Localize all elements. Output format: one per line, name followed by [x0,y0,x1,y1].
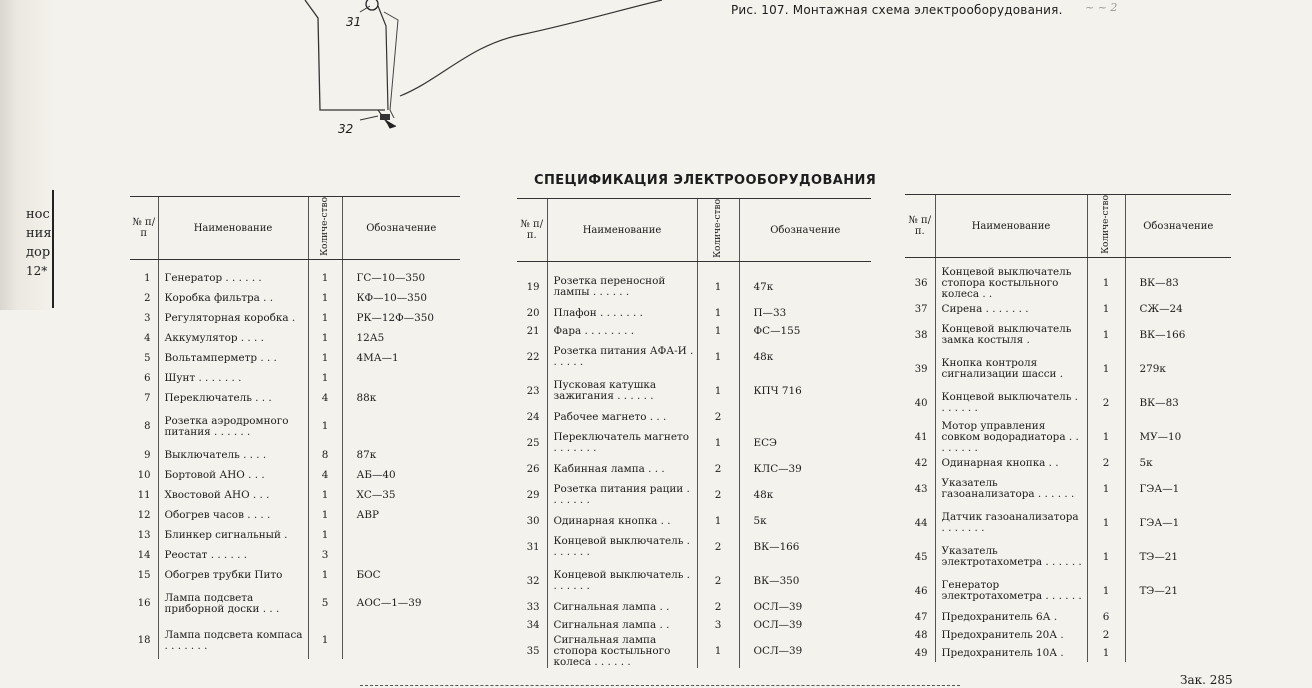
item-quantity: 1 [1087,574,1125,608]
table-row [517,460,871,478]
cable-run [400,0,662,96]
table-row [130,585,460,622]
item-name: Рабочее магнето . . . [547,408,697,426]
item-quantity: 1 [308,408,342,445]
table-row [905,608,1231,626]
row-number: 42 [914,457,928,469]
item-quantity: 1 [308,308,342,328]
item-quantity: 1 [697,374,739,408]
table-row [905,506,1231,540]
item-designation: П—33 [739,304,871,322]
item-designation [342,368,460,388]
item-name: Фара . . . . . . . . [547,322,697,340]
row-number: 24 [526,411,540,423]
spec-table-1 [130,196,460,659]
item-quantity: 1 [308,565,342,585]
item-designation: ТЭ—21 [1125,574,1231,608]
item-name: Предохранитель 20А . [935,626,1087,644]
item-designation: 87к [342,445,460,465]
item-name: Реостат . . . . . . [158,545,308,565]
col-header-name: Наименование [935,195,1087,258]
item-name: Сирена . . . . . . . [935,300,1087,318]
item-name: Сигнальная лампа . . [547,598,697,616]
spec-table-3 [905,194,1231,662]
table-row [130,408,460,445]
item-quantity: 1 [697,512,739,530]
row-number: 20 [526,307,540,319]
row-number: 37 [914,303,928,315]
item-designation: 88к [342,388,460,408]
item-name: Кабинная лампа . . . [547,460,697,478]
item-name: Концевой выключатель . . . . . . . [547,530,697,564]
row-number: 4 [144,332,151,344]
item-name: Указатель газоанализатора . . . . . . [935,472,1087,506]
item-designation: 12А5 [342,328,460,348]
table-row [905,454,1231,472]
col-header-qty-text: Количе-ство [1101,195,1111,254]
row-number: 1 [144,272,151,284]
col-header-name: Наименование [547,199,697,262]
figure-caption: Рис. 107. Монтажная схема электрооборудования. [731,3,1063,17]
item-name: Хвостовой АНО . . . [158,485,308,505]
item-name: Шунт . . . . . . . [158,368,308,388]
row-number: 43 [914,483,928,495]
table-row [905,574,1231,608]
item-designation: ГС—10—350 [342,268,460,288]
item-quantity: 3 [697,616,739,634]
item-designation [342,525,460,545]
item-designation [342,622,460,659]
item-name: Сигнальная лампа стопора костыльного колеса . . . . . . [547,634,697,668]
col-header-code: Обозначение [739,199,871,262]
item-quantity: 1 [697,340,739,374]
item-name: Концевой выключатель замка костыля . [935,318,1087,352]
table-row [130,288,460,308]
row-number: 5 [144,352,151,364]
item-name: Предохранитель 10А . [935,644,1087,662]
row-number: 39 [914,363,928,375]
item-quantity: 1 [308,525,342,545]
item-designation: ВК—83 [1125,266,1231,300]
item-designation: АБ—40 [342,465,460,485]
item-quantity: 1 [308,622,342,659]
item-name: Розетка питания рации . . . . . . . [547,478,697,512]
item-designation: МУ—10 [1125,420,1231,454]
spec-table-2 [517,198,871,668]
item-name: Генератор электротахометра . . . . . . [935,574,1087,608]
table-row [517,340,871,374]
col-header-num: № п/п. [517,199,547,262]
item-name: Регуляторная коробка . [158,308,308,328]
table-row [517,478,871,512]
spec-title: СПЕЦИФИКАЦИЯ ЭЛЕКТРООБОРУДОВАНИЯ [534,173,877,188]
spacer-row [517,262,871,271]
table-row [517,616,871,634]
margin-line: ния [26,226,52,241]
item-name: Розетка аэродромного питания . . . . . . [158,408,308,445]
row-number: 22 [526,351,540,363]
table-row [905,420,1231,454]
col-header-qty-text: Количе-ство [713,199,723,258]
table-row [905,644,1231,662]
airframe-outline [305,0,385,110]
item-name: Аккумулятор . . . . [158,328,308,348]
item-designation: АВР [342,505,460,525]
item-designation: ЕСЭ [739,426,871,460]
table-row [517,304,871,322]
table-row [130,368,460,388]
table-row [130,268,460,288]
row-number: 29 [526,489,540,501]
item-quantity: 2 [697,530,739,564]
row-number: 9 [144,449,151,461]
table-row [130,308,460,328]
row-number: 3 [144,312,151,324]
row-number: 25 [526,437,540,449]
item-quantity: 1 [308,485,342,505]
item-quantity: 1 [1087,266,1125,300]
margin-line: дор [26,245,51,260]
item-name: Сигнальная лампа . . [547,616,697,634]
spacer-row [905,258,1231,267]
table-row [905,300,1231,318]
margin-line: нос [26,207,50,222]
item-designation: ВК—350 [739,564,871,598]
item-quantity: 2 [1087,454,1125,472]
item-designation: ХС—35 [342,485,460,505]
table-row [905,540,1231,574]
table-row [130,525,460,545]
row-number: 48 [914,629,928,641]
row-number: 2 [144,292,151,304]
switch-symbol [380,114,390,120]
row-number: 30 [526,515,540,527]
col-header-num: № п/п [130,197,158,260]
table-row [517,426,871,460]
item-quantity: 4 [308,388,342,408]
item-designation [1125,644,1231,662]
table-row [130,348,460,368]
item-designation: ВК—166 [1125,318,1231,352]
item-quantity: 2 [1087,386,1125,420]
row-number: 33 [526,601,540,613]
item-name: Предохранитель 6А . [935,608,1087,626]
item-name: Одинарная кнопка . . [935,454,1087,472]
col-header-name: Наименование [158,197,308,260]
item-quantity: 1 [308,505,342,525]
item-designation: ВК—166 [739,530,871,564]
table-row [130,388,460,408]
item-designation: 5к [739,512,871,530]
item-quantity: 1 [1087,506,1125,540]
item-designation: ТЭ—21 [1125,540,1231,574]
table-row [130,485,460,505]
row-number: 38 [914,329,928,341]
item-quantity: 1 [308,268,342,288]
item-quantity: 3 [308,545,342,565]
row-number: 46 [914,585,928,597]
item-designation: КФ—10—350 [342,288,460,308]
margin-mark: 12* [26,264,48,278]
row-number: 8 [144,421,151,432]
row-number: 14 [137,549,151,561]
item-name: Концевой выключатель . . . . . . . [547,564,697,598]
row-number: 13 [137,529,151,541]
pencil-scribble: ~ ~ 2 [1085,1,1118,14]
col-header-num: № п/п. [905,195,935,258]
item-quantity: 1 [1087,352,1125,386]
item-quantity: 2 [1087,626,1125,644]
col-header-qty-text: Количе-ство [320,197,330,256]
item-designation: РК—12Ф—350 [342,308,460,328]
item-quantity: 1 [1087,644,1125,662]
table-row [517,512,871,530]
item-name: Переключатель . . . [158,388,308,408]
col-header-qty [697,199,739,262]
item-name: Блинкер сигнальный . [158,525,308,545]
item-designation: ВК—83 [1125,386,1231,420]
item-designation: АОС—1—39 [342,585,460,622]
row-number: 35 [526,645,540,657]
table-row [130,545,460,565]
table-row [517,564,871,598]
margin-rule [52,190,54,308]
table-row [905,626,1231,644]
row-number: 10 [137,469,151,481]
item-name: Коробка фильтра . . [158,288,308,308]
item-quantity: 1 [697,322,739,340]
row-number: 18 [137,635,151,646]
item-quantity: 1 [697,426,739,460]
row-number: 32 [526,575,540,587]
item-name: Датчик газоанализатора . . . . . . . [935,506,1087,540]
item-designation [739,408,871,426]
table-row [905,386,1231,420]
row-number: 47 [914,611,928,623]
table-row [905,266,1231,300]
order-number: Зак. 285 [1180,673,1233,687]
spacer-row [130,260,460,269]
item-name: Мотор управления совком водорадиатора . . . . . . . . [935,420,1087,454]
item-quantity: 1 [1087,300,1125,318]
item-quantity: 8 [308,445,342,465]
item-designation: ОСЛ—39 [739,598,871,616]
row-number: 31 [526,541,540,553]
item-quantity: 2 [697,408,739,426]
table-row [517,530,871,564]
table-row [905,472,1231,506]
item-quantity: 4 [308,465,342,485]
table-row [905,352,1231,386]
item-designation: КЛС—39 [739,460,871,478]
item-name: Выключатель . . . . [158,445,308,465]
item-quantity: 5 [308,585,342,622]
row-number: 23 [526,385,540,397]
table-row [130,565,460,585]
row-number: 49 [914,647,928,659]
item-designation: КПЧ 716 [739,374,871,408]
item-designation: 4МА—1 [342,348,460,368]
table-row [517,634,871,668]
item-designation [342,408,460,445]
item-designation [342,545,460,565]
item-name: Розетка переносной лампы . . . . . . [547,270,697,304]
table-row [517,270,871,304]
row-number: 11 [137,489,151,501]
item-quantity: 1 [697,270,739,304]
switch-contact [386,120,396,128]
item-quantity: 1 [697,304,739,322]
row-number: 12 [137,509,151,521]
item-designation [1125,608,1231,626]
item-name: Переключатель магнето . . . . . . . [547,426,697,460]
wiring-diagram-fragment [0,0,1312,170]
table-row [517,374,871,408]
col-header-qty [1087,195,1125,258]
item-name: Генератор . . . . . . [158,268,308,288]
table-row [130,622,460,659]
table-row [517,598,871,616]
item-quantity: 2 [697,460,739,478]
col-header-qty [308,197,342,260]
item-quantity: 2 [697,564,739,598]
item-name: Пусковая катушка зажигания . . . . . . [547,374,697,408]
lamp-symbol [366,0,378,10]
item-name: Бортовой АНО . . . [158,465,308,485]
item-name: Концевой выключатель . . . . . . . [935,386,1087,420]
col-header-code: Обозначение [1125,195,1231,258]
table-row [517,408,871,426]
table-row [130,505,460,525]
col-header-code: Обозначение [342,197,460,260]
row-number: 44 [914,517,928,529]
item-quantity: 1 [308,368,342,388]
table-row [130,445,460,465]
item-designation: ГЭА—1 [1125,506,1231,540]
row-number: 40 [914,397,928,409]
row-number: 7 [144,392,151,404]
item-quantity: 1 [1087,472,1125,506]
row-number: 45 [914,551,928,563]
item-name: Концевой выключатель стопора костыльного колеса . . [935,266,1087,300]
item-designation [1125,626,1231,644]
callout-32: 32 [338,122,354,136]
item-quantity: 1 [1087,420,1125,454]
item-name: Розетка питания АФА-И . . . . . . [547,340,697,374]
item-quantity: 1 [308,328,342,348]
item-quantity: 2 [697,598,739,616]
item-quantity: 1 [1087,318,1125,352]
item-quantity: 1 [308,348,342,368]
row-number: 26 [526,463,540,475]
table-row [130,328,460,348]
item-name: Вольтамперметр . . . [158,348,308,368]
item-designation: 48к [739,340,871,374]
row-number: 41 [914,431,928,443]
callout-31: 31 [346,15,362,29]
item-name: Кнопка контроля сигнализации шасси . [935,352,1087,386]
row-number: 6 [144,372,151,384]
leader-line [360,116,378,120]
item-name: Одинарная кнопка . . [547,512,697,530]
item-designation: 279к [1125,352,1231,386]
item-designation: СЖ—24 [1125,300,1231,318]
table-row [130,465,460,485]
item-designation: 47к [739,270,871,304]
item-name: Плафон . . . . . . . [547,304,697,322]
row-number: 34 [526,619,540,631]
item-name: Указатель электротахометра . . . . . . [935,540,1087,574]
item-designation: 5к [1125,454,1231,472]
item-quantity: 1 [697,634,739,668]
item-designation: ФС—155 [739,322,871,340]
row-number: 36 [914,277,928,289]
item-designation: 48к [739,478,871,512]
item-designation: ОСЛ—39 [739,616,871,634]
harness-line [378,6,388,110]
table-row [517,322,871,340]
row-number: 16 [137,598,151,609]
item-quantity: 1 [1087,540,1125,574]
table-row [905,318,1231,352]
item-quantity: 2 [697,478,739,512]
footer-rule [360,685,960,686]
row-number: 19 [526,281,540,293]
item-quantity: 1 [308,288,342,308]
item-name: Лампа подсвета компаса . . . . . . . [158,622,308,659]
item-name: Обогрев часов . . . . [158,505,308,525]
row-number: 21 [526,325,540,337]
item-designation: ОСЛ—39 [739,634,871,668]
item-designation: ГЭА—1 [1125,472,1231,506]
item-name: Обогрев трубки Пито [158,565,308,585]
item-name: Лампа подсвета приборной доски . . . [158,585,308,622]
item-quantity: 6 [1087,608,1125,626]
row-number: 15 [137,569,151,581]
item-designation: БОС [342,565,460,585]
